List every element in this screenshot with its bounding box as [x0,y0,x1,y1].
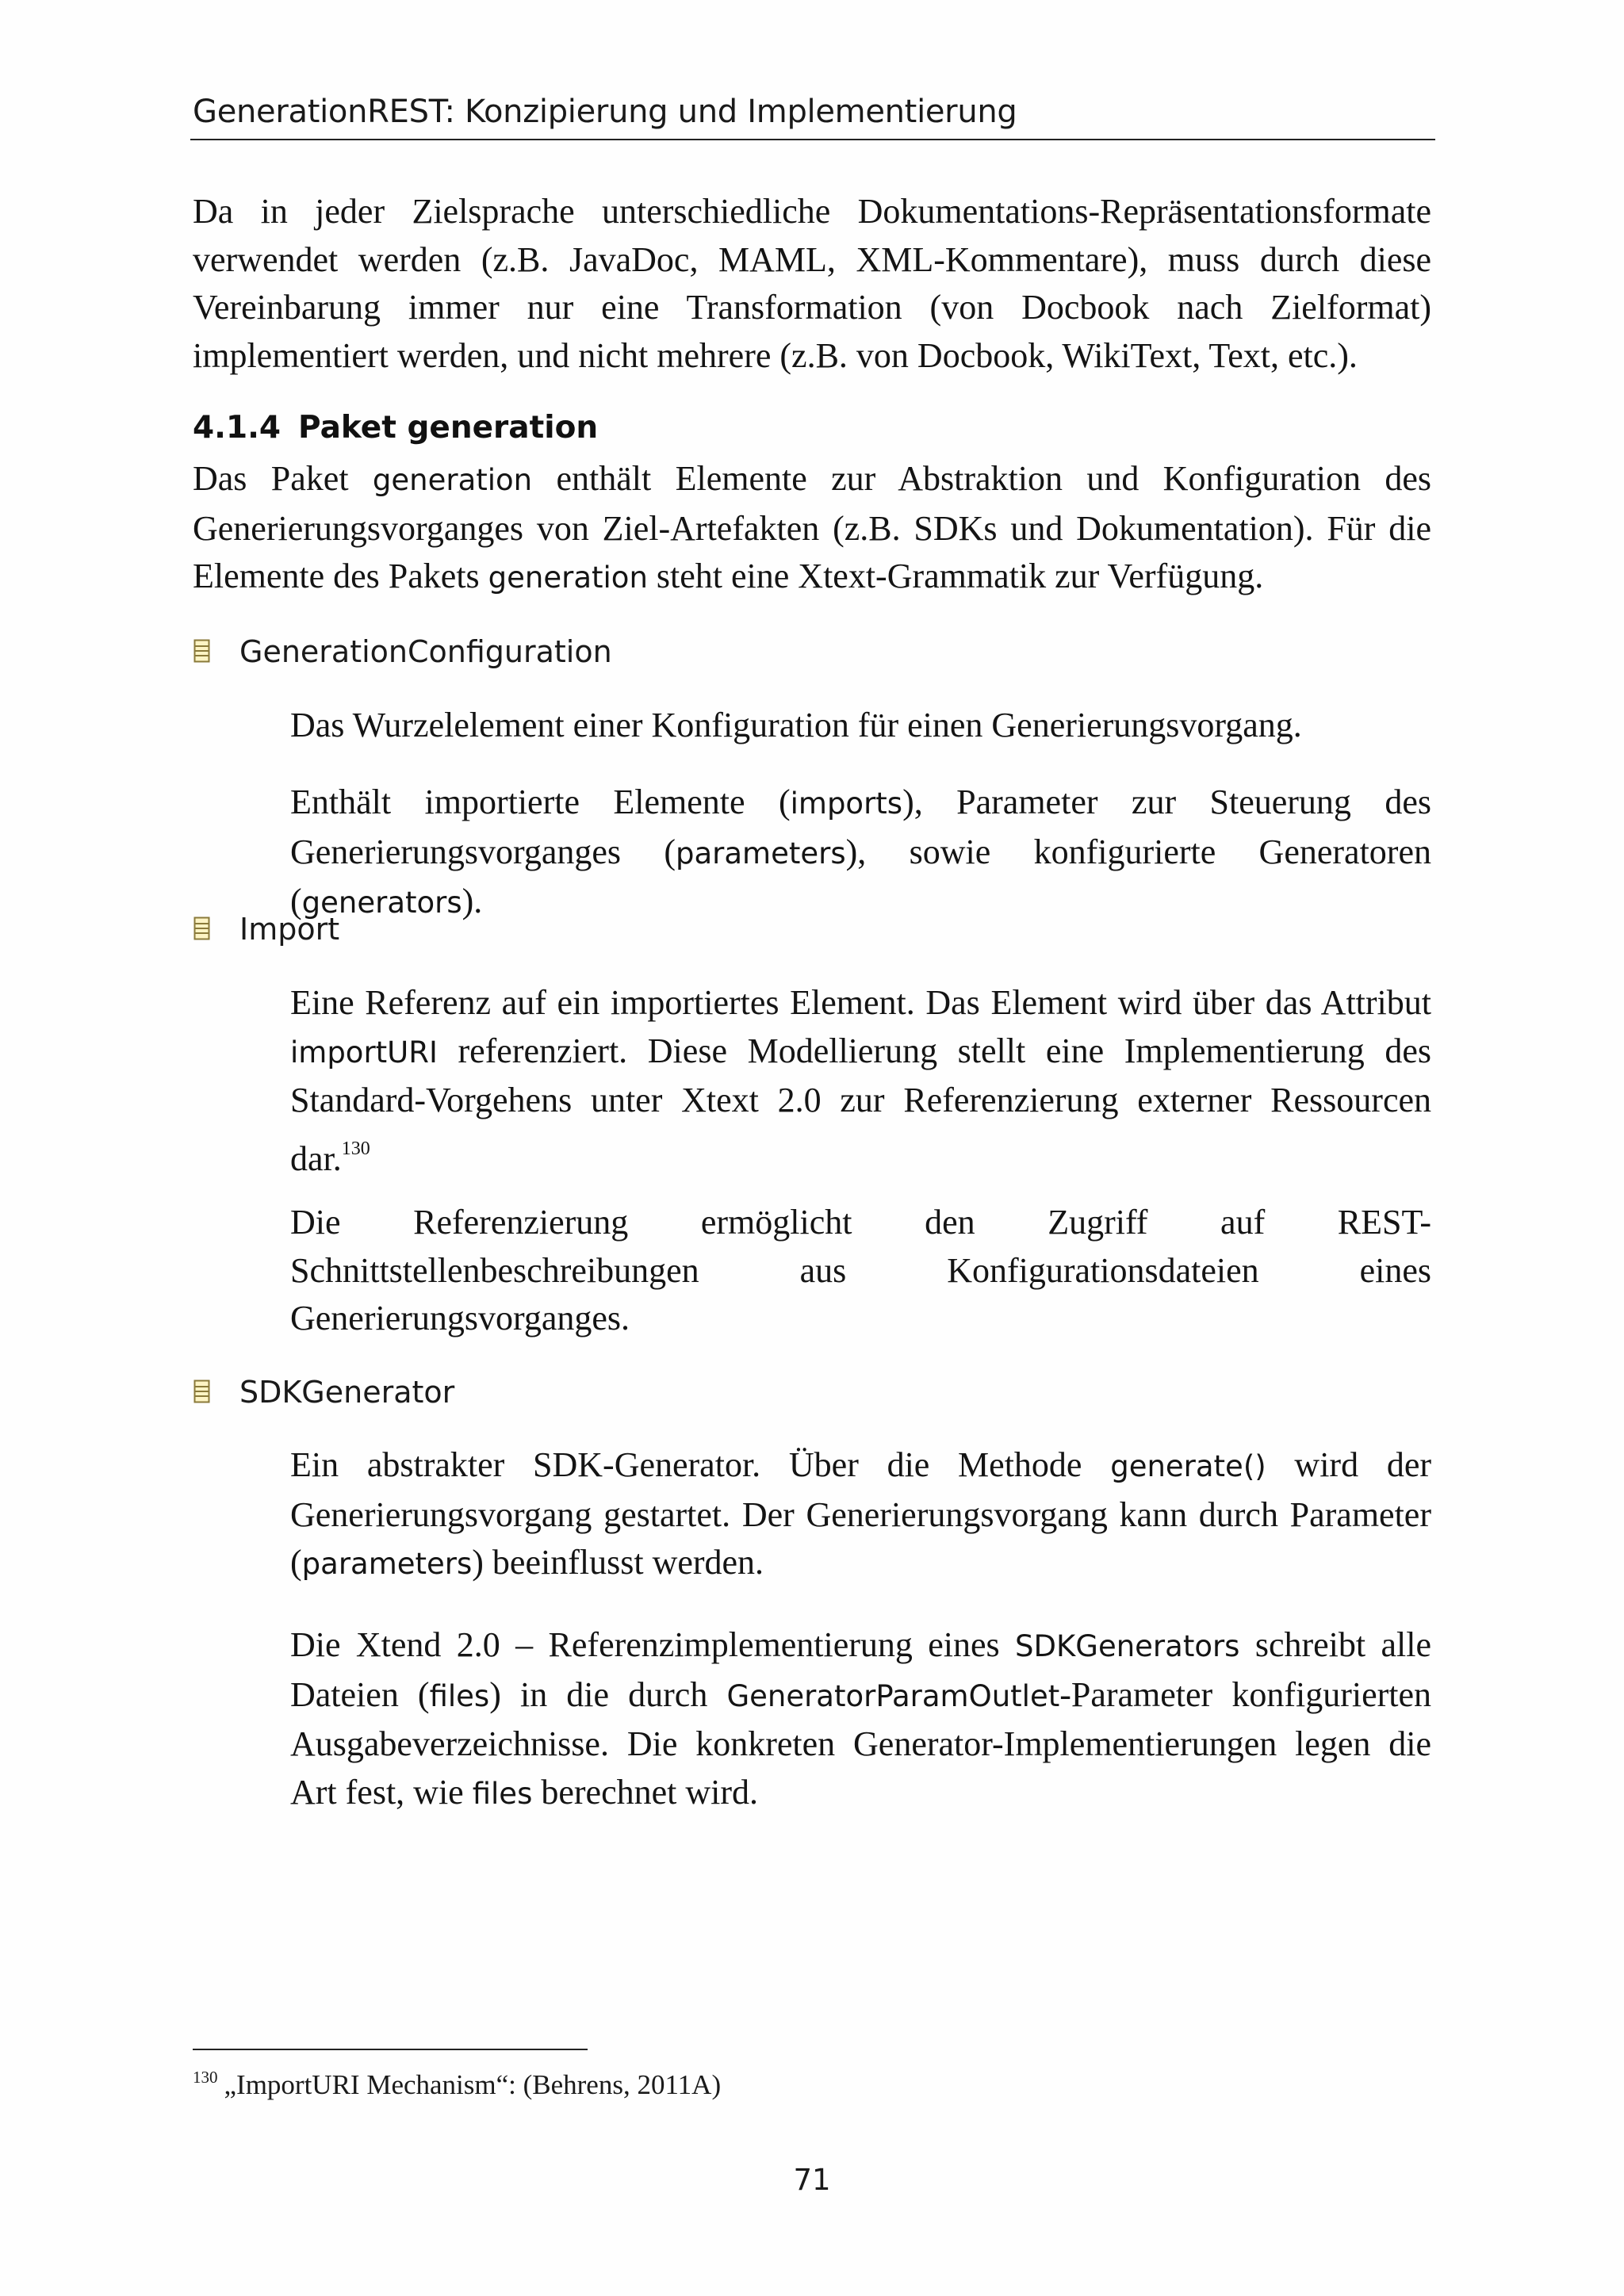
entry-name: Import [239,912,340,947]
text-run: referenziert. Diese Modellierung stellt eine Implementierung des Standard-Vorgehens unter Xtext 2.0 zur Referenzierung externer Ressourcen dar. [290,1031,1431,1178]
class-icon [193,1380,210,1403]
text-run: ) in die durch [489,1674,727,1714]
entry-paragraph [290,979,1431,1183]
code-term: importURI [290,1035,438,1070]
text-run: Die Xtend 2.0 – Referenzimplementierung eines [290,1625,1016,1664]
text-run: Enthält importierte Elemente ( [290,783,791,821]
text-run: steht eine Xtext-Grammatik zur Verfügung. [647,557,1264,595]
class-icon [193,916,210,940]
entry-import [239,912,339,947]
text-run: ). [462,882,483,920]
intro-paragraph: Da in jeder Zielsprache unterschiedliche Dokumentations-Repräsentationsformate verwendet werden (z.B. JavaDoc, MAML, XML-Kommentare), muss durch diese Vereinbarung immer nur eine Transformation (von Docbook nach Zielformat) implementiert werden, und nicht mehrere (z.B. von Docbook, WikiText, Text, etc.). [193,192,1431,375]
header-rule [190,139,1435,140]
text-run: ), Parameter zur Steuerung des Generierungsvorganges ( [290,783,1431,871]
text-run: Das Paket [193,459,373,498]
page-number: 71 [793,2163,831,2197]
entry-paragraph: Die Referenzierung ermöglicht den Zugriff auf REST-Schnittstellenbeschreibungen aus Konfigurationsdateien eines Generierungsvorganges. [290,1203,1431,1337]
code-term: GeneratorParamOutlet [726,1678,1060,1713]
code-term: SDKGenerators [1015,1629,1240,1663]
text-run: wird der Generierungsvorgang gestartet. Der Generierungsvorgang kann durch Parameter ( [290,1445,1431,1582]
text-run: berechnet wird. [532,1772,759,1812]
text-run: Eine Referenz auf ein importiertes Element. Das Element wird über das Attribut [290,983,1431,1022]
entry-sdkgenerator [239,1375,454,1410]
code-term: generate() [1110,1449,1266,1483]
code-term: parameters [676,836,846,871]
section-title: Paket generation [298,410,599,446]
footnote-ref: 130 [341,1138,370,1159]
code-term: generation [488,561,648,595]
entry-paragraph [290,779,1431,928]
text-run: Ein abstrakter SDK-Generator. Über die Methode [290,1445,1111,1484]
entry-generationconfiguration [239,634,612,669]
footnote-text: „ImportURI Mechanism“: (Behrens, 2011A) [224,2069,722,2100]
section-description [193,455,1431,603]
footnote-number: 130 [193,2068,218,2087]
section-number: 4.1.4 [193,410,282,446]
entry-paragraph [290,1621,1431,1818]
text-run: enthält Elemente zur Abstraktion und Konfiguration des Generierungsvorganges von Ziel-Artefakten (z.B. SDKs und Dokumentation). Für die Elemente des Pakets [193,459,1431,595]
code-term: files [472,1776,533,1811]
code-term: imports [790,786,903,821]
section-heading [193,410,598,446]
entry-paragraph: Das Wurzelelement einer Konfiguration für einen Generierungsvorgang. [290,706,1302,744]
footnote-rule [193,2049,588,2050]
code-term: generation [372,463,533,497]
entry-name: SDKGenerator [239,1375,455,1410]
text-run: ), sowie konfigurierte Generatoren ( [290,832,1431,920]
text-run: ) beeinflusst werden. [472,1543,764,1582]
code-term: generators [301,886,462,920]
text-run: schreibt alle Dateien ( [290,1625,1431,1714]
running-header: GenerationREST: Konzipierung und Implementierung [193,94,1017,130]
code-term: files [429,1678,490,1713]
entry-name: GenerationConfiguration [239,634,612,669]
class-icon [193,639,210,663]
footnote [193,2068,721,2101]
code-term: parameters [301,1547,473,1581]
entry-paragraph [290,1441,1431,1589]
text-run: -Parameter konfigurierten Ausgabeverzeichnisse. Die konkreten Generator-Implementierungen legen die Art fest, wie [290,1674,1432,1812]
